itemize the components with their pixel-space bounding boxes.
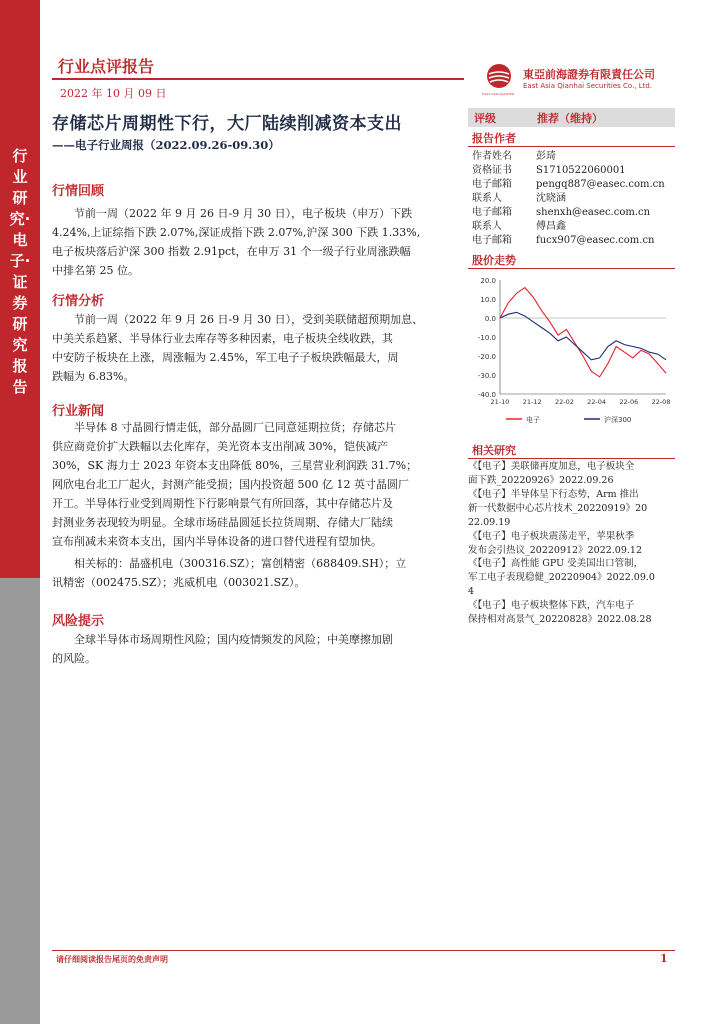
y-axis: [478, 277, 500, 399]
text-line: 供应商竞价扩大跌幅以去化库存，美光资本支出削减 30%，铠侠减产: [52, 440, 388, 453]
section-heading-review: 行情回顾: [52, 184, 105, 199]
y-tick-label: -20.0: [477, 353, 496, 361]
series-line: [500, 312, 666, 360]
analyst-value: 傅昌鑫: [536, 221, 566, 232]
sidebar-label: 行业研究·电子·证券研究报告: [9, 147, 31, 396]
analyst-key: 电子邮箱: [472, 235, 512, 246]
research-line: 《【电子】美联储再度加息，电子板块全: [468, 461, 635, 472]
risk-paragraph: [52, 630, 448, 668]
analyst-row: [472, 220, 566, 234]
research-line: 《【电子】电子板块整体下跌，汽车电子: [468, 600, 635, 611]
research-line: 发布会引热议_20220912》2022.09.12: [468, 545, 642, 556]
analyst-row: [472, 150, 556, 164]
disclaimer-link[interactable]: 请仔细阅读报告尾页的免责声明: [56, 954, 168, 964]
analyst-value: 彭琦: [536, 151, 556, 162]
text-line: 中排名第 25 位。: [52, 264, 139, 277]
chart-series: [500, 288, 666, 377]
research-line: 面下跌_20220926》2022.09.26: [468, 475, 614, 486]
text-line: 中美关系趋紧、半导体行业去库存等多种因素，电子板块全线收跌，其: [52, 332, 393, 345]
research-heading: 相关研究: [472, 444, 516, 457]
report-date: 2022 年 10 月 09 日: [60, 87, 167, 100]
analyst-value: 沈晓涵: [536, 193, 566, 204]
stock-trend-chart: [466, 272, 678, 432]
page-number: 1: [660, 952, 668, 965]
analyst-row: [472, 234, 655, 248]
x-tick-label: 21-10: [490, 398, 510, 406]
text-line: 节前一周（2022 年 9 月 26 日-9 月 30 日），受到美联储超预期加息、: [74, 313, 424, 326]
analyst-row: [472, 206, 650, 220]
research-item[interactable]: [468, 557, 674, 599]
analyst-key: 联系人: [472, 221, 502, 232]
text-line: 4.24%,上证综指下跌 2.07%,深证成指下跌 2.07%,沪深 300 下跌 1.33%,: [52, 226, 421, 239]
research-item[interactable]: [468, 460, 674, 488]
analyst-value: fucx907@easec.com.cn: [536, 235, 655, 246]
text-line: 跌幅为 6.83%。: [52, 370, 135, 383]
y-tick-label: 10.0: [480, 296, 496, 304]
text-line: 电子板块落后沪深 300 指数 2.91pct，在申万 31 个一级子行业周涨跌幅: [52, 245, 411, 258]
text-line: 宣布削减未来资本支出，国内半导体设备的进口替代进程有望加快。: [52, 535, 382, 548]
x-axis: [491, 318, 671, 406]
research-divider: [468, 458, 675, 459]
research-item[interactable]: [468, 530, 674, 558]
x-tick-label: 21-12: [522, 398, 542, 406]
review-paragraph: [52, 204, 448, 280]
analyst-key: 联系人: [472, 193, 502, 204]
analyst-row: [472, 178, 665, 192]
header-divider: [52, 78, 464, 80]
analysis-paragraph: [52, 310, 448, 386]
news-paragraph: [52, 418, 448, 551]
research-line: 《【电子】半导体呈下行态势，Arm 推出: [468, 489, 639, 500]
y-tick-label: -30.0: [477, 372, 496, 380]
rating-label: 评级: [474, 112, 496, 125]
analyst-row: [472, 164, 626, 178]
x-tick-label: 22-06: [619, 398, 639, 406]
section-heading-news: 行业新闻: [52, 404, 105, 419]
logo-tagline: EAST ASIA QIANHAI: [482, 92, 515, 96]
legend-label: 电子: [526, 416, 540, 424]
report-subtitle: ——电子行业周报（2022.09.26-09.30）: [52, 138, 280, 152]
company-name-cn: 東亞前海證券有限責任公司: [523, 68, 655, 81]
y-tick-label: 20.0: [480, 277, 496, 285]
text-line: 中安防子板块在上涨，周涨幅为 2.45%，军工电子子板块跌幅最大，周: [52, 351, 399, 364]
company-name-en: East Asia Qianhai Securities Co., Ltd.: [523, 82, 653, 90]
analyst-value: pengq887@easec.com.cn: [536, 179, 665, 190]
text-line: 全球半导体市场周期性风险；国内疫情频发的风险；中美摩擦加剧: [74, 633, 393, 646]
research-line: 4: [468, 586, 475, 597]
x-tick-label: 22-08: [651, 398, 671, 406]
text-line: 的风险。: [52, 652, 96, 665]
footer-divider: [52, 950, 675, 951]
y-tick-label: 0.0: [484, 315, 496, 323]
report-title: 存储芯片周期性下行，大厂陆续削减资本支出: [52, 114, 402, 134]
analyst-key: 电子邮箱: [472, 179, 512, 190]
section-heading-risk: 风险提示: [52, 614, 105, 629]
y-tick-label: -10.0: [477, 334, 496, 342]
research-line: 保持相对高景气_20220828》2022.08.28: [468, 614, 652, 625]
series-line: [500, 288, 666, 377]
research-line: 《【电子】电子板块震荡走平，苹果秋季: [468, 531, 635, 542]
analyst-row: [472, 192, 566, 206]
report-type: 行业点评报告: [58, 57, 155, 76]
text-line: 封测业务表现较为明显。全球市场硅晶圆延长拉货周期、存储大厂陆续: [52, 516, 393, 529]
text-line: 30%，SK 海力士 2023 年资本支出降低 80%，三星营业利润跌 31.7%；: [52, 459, 418, 472]
analysts-divider: [468, 146, 675, 147]
rating-value: 推荐（维持）: [537, 112, 603, 125]
legend-label: 沪深300: [604, 416, 632, 424]
text-line: 半导体 8 寸晶圆行情走低，部分晶圆厂已同意延期拉货；存储芯片: [74, 421, 396, 434]
research-line: 22.09.19: [468, 517, 511, 528]
x-tick-label: 22-04: [587, 398, 607, 406]
analyst-key: 作者姓名: [472, 151, 512, 162]
analyst-key: 电子邮箱: [472, 207, 512, 218]
chart-heading: 股价走势: [472, 254, 516, 267]
research-line: 《【电子】高性能 GPU 受美国出口管制，: [468, 558, 644, 569]
research-line: 新一代数据中心芯片技术_20220919》20: [468, 503, 648, 514]
x-tick-label: 22-02: [554, 398, 574, 406]
section-heading-analysis: 行情分析: [52, 294, 105, 309]
chart-legend: [506, 415, 631, 424]
company-logo-icon: [486, 63, 512, 89]
chart-divider: [468, 268, 675, 269]
analyst-key: 资格证书: [472, 165, 512, 176]
text-line: 节前一周（2022 年 9 月 26 日-9 月 30 日），电子板块（申万）下跌: [74, 207, 413, 220]
y-tick-label: -40.0: [477, 391, 496, 399]
text-line: 网欣电台北工厂起火，封测产能受损；国内投资超 500 亿 12 英寸晶圆厂: [52, 478, 409, 491]
research-line: 军工电子表现稳健_20220904》2022.09.0: [468, 572, 655, 583]
analysts-heading: 报告作者: [472, 132, 516, 145]
research-item[interactable]: [468, 599, 674, 627]
text-line: 开工。半导体行业受到周期性下行影响景气有所回落，其中存储芯片及: [52, 497, 393, 510]
text-line: 相关标的：晶盛机电（300316.SZ）；富创精密（688409.SH）；立: [74, 557, 407, 570]
analyst-value: shenxh@easec.com.cn: [536, 207, 651, 218]
research-item[interactable]: [468, 488, 674, 530]
sidebar-gray-band: [0, 578, 40, 1024]
text-line: 讯精密（002475.SZ）；兆威机电（003021.SZ）。: [52, 576, 306, 589]
analyst-value: S1710522060001: [536, 165, 626, 176]
related-stocks-paragraph: [52, 554, 448, 592]
